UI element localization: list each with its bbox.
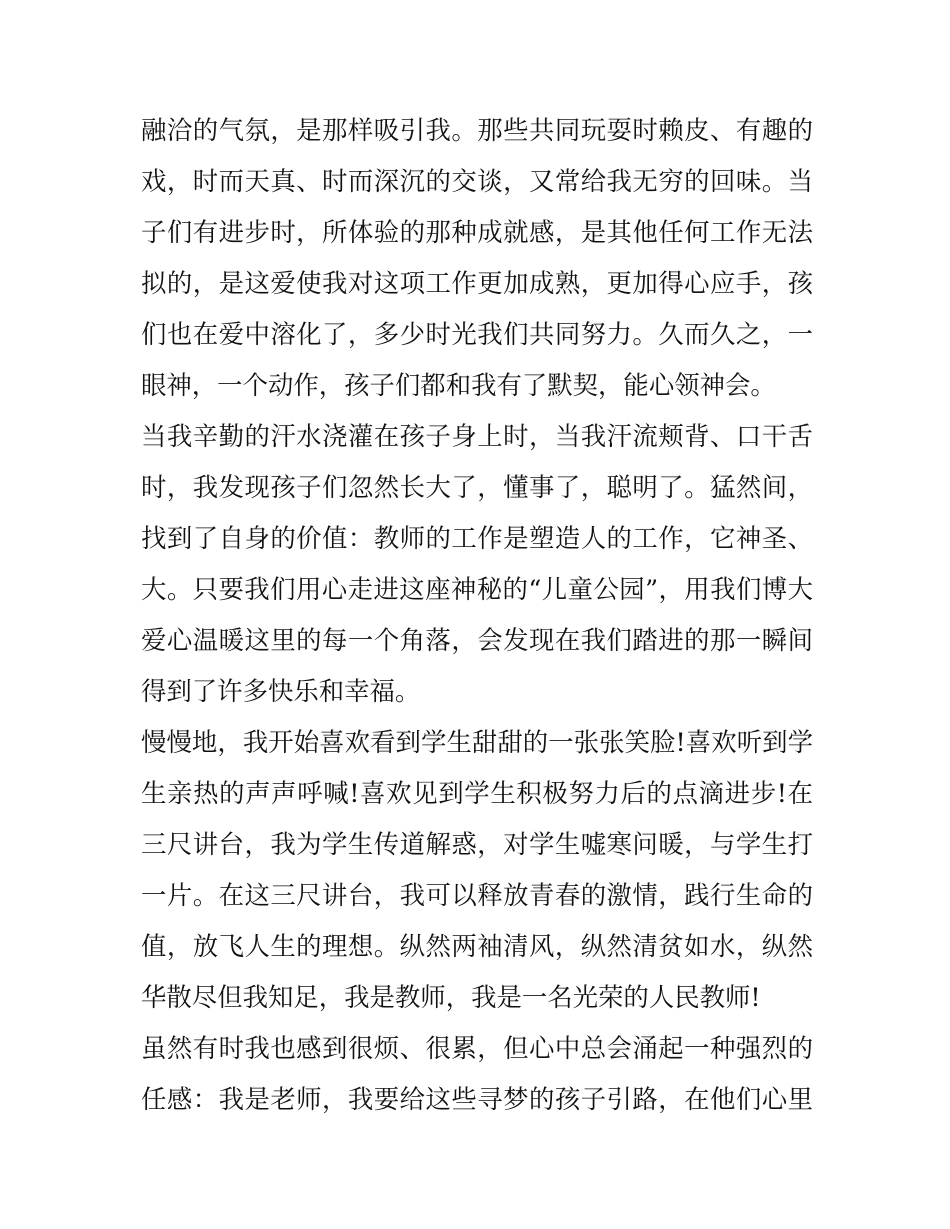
body-text xyxy=(141,105,813,1125)
text-line: 融洽的气氛，是那样吸引我。那些共同玩耍时赖皮、有趣的 xyxy=(141,115,813,145)
text-line: 们也在爱中溶化了，多少时光我们共同努力。久而久之，一 xyxy=(141,319,813,349)
text-line: 拟的，是这爱使我对这项工作更加成熟，更加得心应手，孩 xyxy=(141,268,813,298)
text-line: 爱心温暖这里的每一个角落，会发现在我们踏进的那一瞬间 xyxy=(141,625,813,655)
text-line: 值，放飞人生的理想。纵然两袖清风，纵然清贫如水，纵然 xyxy=(141,931,813,961)
text-line: 一片。在这三尺讲台，我可以释放青春的激情，践行生命的 xyxy=(141,880,813,910)
text-line: 时，我发现孩子们忽然长大了，懂事了，聪明了。猛然间， xyxy=(141,472,813,502)
text-line: 生亲热的声声呼喊!喜欢见到学生积极努力后的点滴进步!在 xyxy=(141,778,813,808)
text-line: 找到了自身的价值：教师的工作是塑造人的工作，它神圣、 xyxy=(141,523,813,553)
text-line: 当我辛勤的汗水浇灌在孩子身上时，当我汗流颊背、口干舌 xyxy=(141,421,813,451)
text-line: 眼神，一个动作，孩子们都和我有了默契，能心领神会。 xyxy=(141,370,776,400)
text-line: 子们有进步时，所体验的那种成就感，是其他任何工作无法 xyxy=(141,217,813,247)
text-line: 任感：我是老师，我要给这些寻梦的孩子引路，在他们心里 xyxy=(141,1084,813,1114)
text-line: 三尺讲台，我为学生传道解惑，对学生嘘寒问暖，与学生打 xyxy=(141,829,813,859)
text-line: 慢慢地，我开始喜欢看到学生甜甜的一张张笑脸!喜欢听到学 xyxy=(141,727,813,757)
text-line: 华散尽但我知足，我是教师，我是一名光荣的人民教师! xyxy=(141,982,761,1012)
text-line: 戏，时而天真、时而深沉的交谈，又常给我无穷的回味。当 xyxy=(141,166,813,196)
text-line: 大。只要我们用心走进这座神秘的“儿童公园”，用我们博大 xyxy=(141,574,813,604)
text-line: 得到了许多快乐和幸福。 xyxy=(141,676,421,706)
text-line: 虽然有时我也感到很烦、很累，但心中总会涌起一种强烈的 xyxy=(141,1033,813,1063)
